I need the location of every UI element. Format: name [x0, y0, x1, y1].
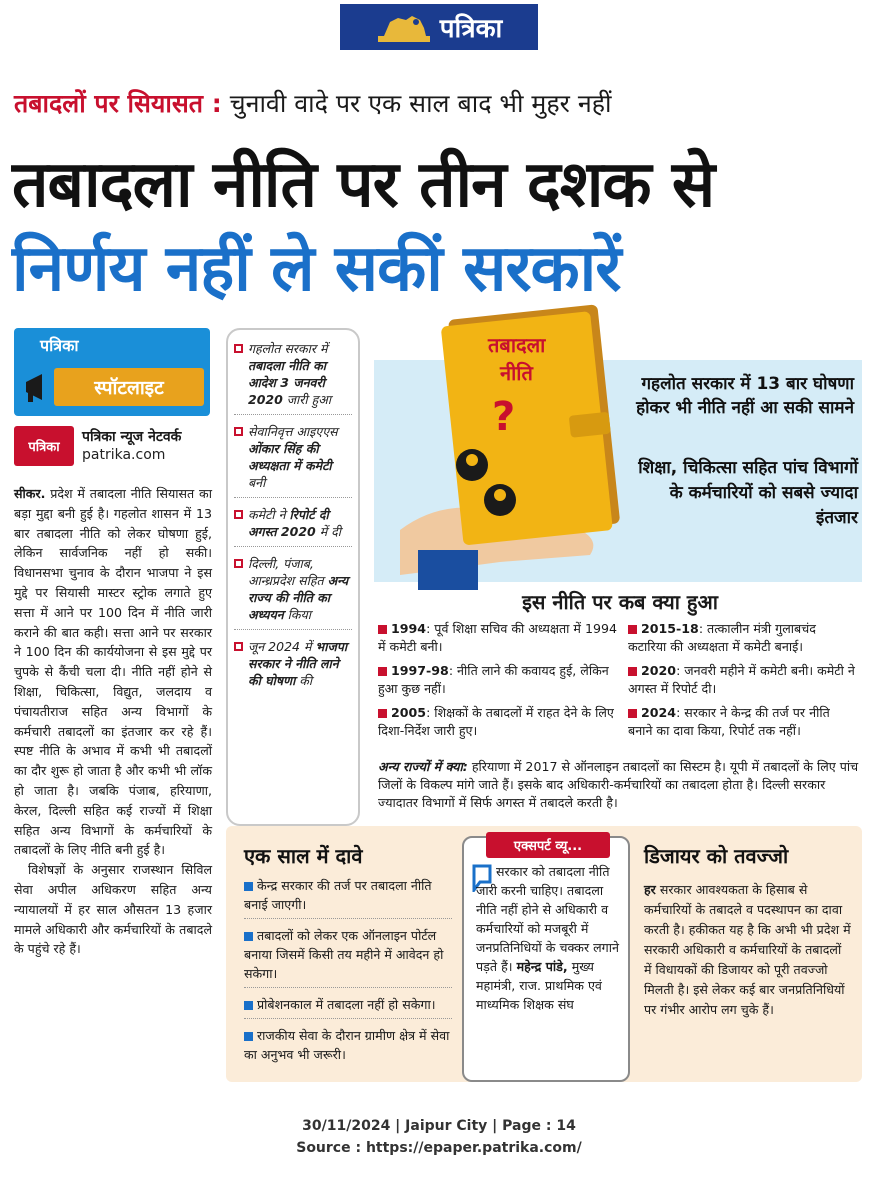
claim-item: राजकीय सेवा के दौरान ग्रामीण क्षेत्र में सेवा का अनुभव भी जरूरी।	[244, 1028, 450, 1062]
desire-title: डिजायर को तवज्जो	[644, 844, 789, 868]
claim-item: तबादलों को लेकर एक ऑनलाइन पोर्टल बनाया जिसमें किसी तय महीने में आवेदन हो सकेगा।	[244, 926, 452, 988]
timeline-box	[226, 328, 360, 826]
bullet-icon	[234, 642, 243, 651]
headline-line-1: तबादला नीति पर तीन दशक से	[12, 148, 715, 222]
byline-site: patrika.com	[82, 447, 166, 463]
headline-line-2: निर्णय नहीं ले सकीं सरकारें	[12, 232, 621, 306]
history-item: 2005: शिक्षकों के तबादलों में राहत देने के लिए दिशा-निर्देश जारी हुए।	[378, 705, 614, 738]
history-list	[378, 620, 862, 746]
dateline: सीकर.	[14, 486, 46, 501]
byline	[14, 424, 181, 468]
byline-agency: पत्रिका न्यूज नेटवर्क	[82, 429, 182, 445]
paragraph-1-text: प्रदेश में तबादला नीति सियासत का बड़ा मुद्दा बनी हुई है। गहलोत शासन में 13 बार तबादला नीति को लेकर घोषणा हुई, लेकिन सार्वजनिक नहीं हो सकी। विधानसभा चुनाव के दौरान भाजपा ने इस मुद्दे पर सियासी मास्टर स्ट्रोक लगाते हुए सत्ता में आने पर 100 दिन में नीति जारी कराने की बात कही। सत्ता आने पर सरकार ने 100 दिन की कार्ययोजना से इस मुद्दे पर चुपके से कैंची चला दी। नीति नहीं होने से शिक्षा, चिकित्सा, विद्युत, जलदाय व पंचायतीराज सहित अन्य विभागों के कर्मचारी तबादलों का इंतजार कर रहे हैं। स्पष्ट नीति के अभाव में कभी भी तबादलों का दौर शुरू हो जाता है और कभी भी लॉक हो जाता है। जबकि पंजाब, हरियाणा, केरल, दिल्ली सहित कई राज्यों में शिक्षा सहित अन्य विभागों के कर्मचारियों के तबादलों के लिए नीति बनी हुई है।	[14, 486, 212, 858]
timeline-item: गहलोत सरकार में तबादला नीति का आदेश 3 जनवरी 2020 जारी हुआ	[234, 340, 352, 415]
claims-title: एक साल में दावे	[244, 844, 363, 868]
book-title-line-1: तबादला	[488, 333, 546, 357]
spotlight-label: स्पॉटलाइट	[54, 368, 204, 406]
history-item: 1997-98: नीति लाने की कवायद हुई, लेकिन हुआ कुछ नहीं।	[378, 663, 609, 696]
claims-list	[244, 876, 452, 1075]
history-item: 2024: सरकार ने केन्द्र की तर्ज पर नीति बनाने का दावा किया, रिपोर्ट तक नहीं।	[628, 705, 830, 738]
masthead	[340, 4, 538, 50]
expert-badge: एक्सपर्ट व्यू...	[486, 832, 610, 858]
claim-item: प्रोबेशनकाल में तबादला नहीं हो सकेगा।	[244, 995, 452, 1019]
claim-item: केन्द्र सरकार की तर्ज पर तबादला नीति बनाई जाएगी।	[244, 876, 452, 919]
timeline-item: सेवानिवृत्त आइएएस ओंकार सिंह की अध्यक्षता में कमेटी बनी	[234, 423, 352, 498]
patrika-logo: पत्रिका	[14, 426, 74, 466]
timeline-item: जून 2024 में भाजपा सरकार ने नीति लाने की घोषणा की	[234, 638, 352, 695]
hero-caption-2: शिक्षा, चिकित्सा सहित पांच विभागों के कर्मचारियों को सबसे ज्यादा इंतजार	[638, 458, 858, 528]
footer-edition: 30/11/2024 | Jaipur City | Page : 14	[302, 1118, 576, 1134]
kicker-label: तबादलों पर सियासत :	[14, 89, 222, 118]
history-item: 1994: पूर्व शिक्षा सचिव की अध्यक्षता में 1994 में कमेटी बनी।	[378, 621, 618, 654]
kicker-text: चुनावी वादे पर एक साल बाद भी मुहर नहीं	[229, 89, 612, 118]
paragraph-2-text: विशेषज्ञों के अनुसार राजस्थान सिविल सेवा अपील अधिकरण सहित अन्य न्यायालयों में हर साल औसतन 13 हजार मामले अधिकारी और कर्मचारियों के तबादले के पहुंचे रहे हैं।	[14, 862, 212, 957]
expert-view-box	[462, 836, 630, 1082]
bullet-icon	[234, 427, 243, 436]
bullet-icon	[234, 510, 243, 519]
footer-source: Source : https://epaper.patrika.com/	[296, 1140, 582, 1156]
spotlight-badge	[14, 328, 210, 416]
article-body	[14, 484, 212, 959]
expert-text: सरकार को तबादला नीति जारी करनी चाहिए। तबादला नीति नहीं होने से अधिकारी व कर्मचारियों को मजबूरी में जनप्रतिनिधियों के चक्कर लगाने पड़ते हैं। महेन्द्र पांडे, मुख्य महामंत्री, राज. प्राथमिक एवं माध्यमिक शिक्षक संघ	[476, 864, 620, 1012]
policy-book-illustration	[400, 300, 640, 590]
question-mark-icon: ?	[492, 394, 516, 440]
article-paragraph-1	[14, 484, 212, 860]
kicker	[14, 86, 611, 120]
timeline-item: कमेटी ने रिपोर्ट दी अगस्त 2020 में दी	[234, 506, 352, 547]
megaphone-icon	[22, 370, 50, 404]
bullet-icon	[234, 559, 243, 568]
book-title-line-2: नीति	[500, 361, 533, 385]
history-item: 2015-18: तत्कालीन मंत्री गुलाबचंद कटारिया की अध्यक्षता में कमेटी बनाई।	[628, 621, 816, 654]
article-paragraph-2	[14, 860, 212, 959]
history-title: इस नीति पर कब क्या हुआ	[522, 590, 718, 614]
desire-text: हर सरकार आवश्यकता के हिसाब से कर्मचारियों के तबादले व पदस्थापन का दावा करती है। हकीकत यह है कि अभी भी प्रदेश में सरकारी अधिकारी व कर्मचारियों के तबादलों में विधायकों की डिजायर को पूरी तवज्जो मिलती है। इसे लेकर कई बार जनप्रतिनिधियों पर गंभीर आरोप लग चुके हैं।	[644, 882, 851, 1017]
brand-name: पत्रिका	[439, 14, 503, 44]
history-item: 2020: जनवरी महीने में कमेटी बनी। कमेटी ने अगस्त में रिपोर्ट दी।	[628, 663, 855, 696]
other-states-note: अन्य राज्यों में क्या: हरियाणा में 2017 से ऑनलाइन तबादलों का सिस्टम है। यूपी में तबादलों के लिए पांच जिलों के विकल्प मांगे जाते हैं। इसके बाद अधिकारी-कर्मचारियों का तबादला होता है। दिल्ली सरकार ज्यादातर विभागों में सिर्फ अगस्त में तबादले करती है।	[378, 759, 859, 810]
lion-logo-icon	[376, 10, 432, 44]
hero-caption-1: गहलोत सरकार में 13 बार घोषणा होकर भी नीति नहीं आ सकी सामने	[636, 374, 854, 418]
bullet-icon	[234, 344, 243, 353]
spotlight-tag: पत्रिका	[40, 336, 79, 355]
timeline-item: दिल्ली, पंजाब, आन्ध्रप्रदेश सहित अन्य राज्य की नीति का अध्ययन किया	[234, 555, 352, 630]
sleeve-shape	[418, 550, 478, 590]
book-clasp	[569, 412, 611, 438]
